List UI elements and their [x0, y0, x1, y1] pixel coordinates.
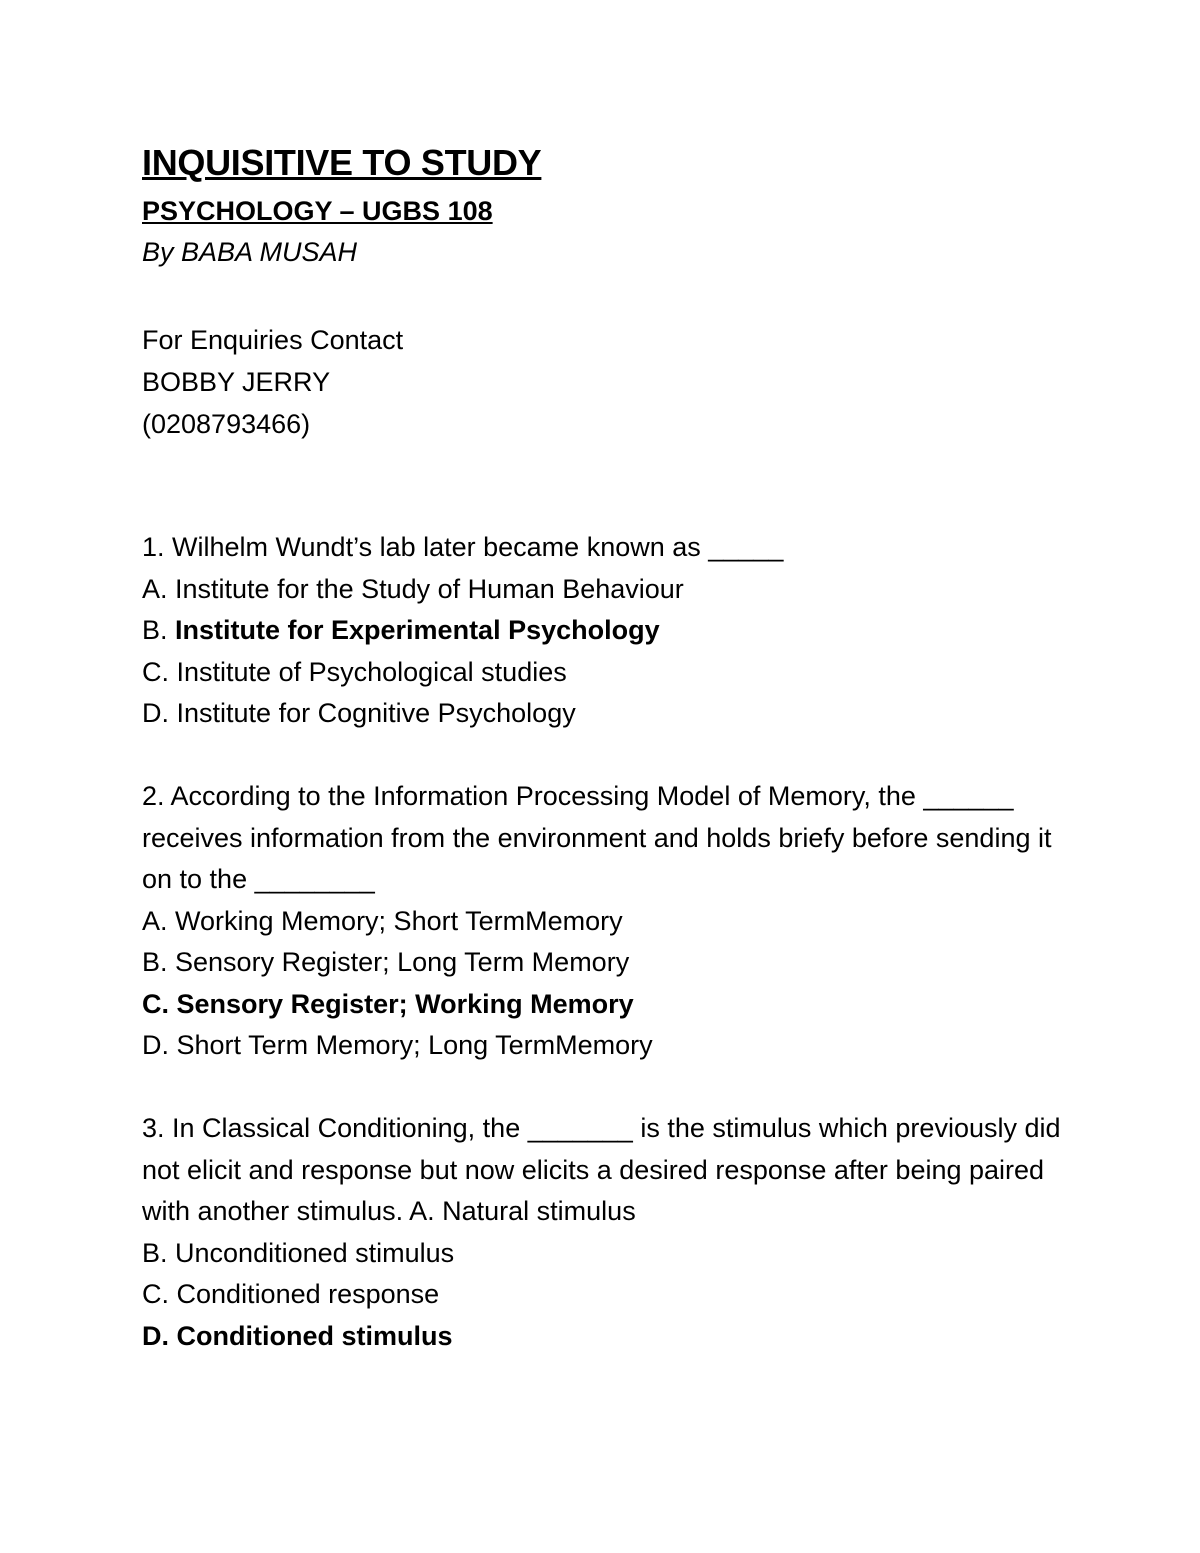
question-3 — [142, 1108, 1062, 1357]
option-b — [142, 1233, 1062, 1275]
option-text: Institute for the Study of Human Behaviour — [175, 573, 684, 604]
option-text: Short Term Memory; Long TermMemory — [176, 1030, 653, 1060]
question-2 — [142, 776, 1062, 1067]
document-title: INQUISITIVE TO STUDY — [142, 142, 542, 183]
option-c-answer — [142, 984, 1062, 1026]
option-letter: A. — [142, 905, 176, 936]
question-stem: 2. According to the Information Processing Model of Memory, the ______ receives information from the environment and holds briefy before sending it on to the ________ — [142, 781, 1052, 894]
option-d — [142, 693, 1062, 735]
option-letter: B. — [142, 947, 176, 977]
option-text: Institute for Experimental Psychology — [175, 615, 660, 645]
option-letter: C. — [142, 988, 177, 1019]
option-text: Institute for Cognitive Psychology — [176, 698, 576, 728]
option-a — [142, 901, 1062, 943]
question-list — [142, 527, 1062, 1399]
question-1 — [142, 527, 1062, 735]
contact-heading: For Enquiries Contact — [142, 325, 404, 355]
option-d — [142, 1025, 1062, 1067]
option-text: Conditioned response — [176, 1279, 440, 1309]
option-b-answer — [142, 610, 1062, 652]
option-letter: D. — [142, 1030, 177, 1060]
contact-block — [142, 319, 403, 445]
option-text: Institute of Psychological studies — [176, 656, 567, 687]
question-stem: 1. Wilhelm Wundt’s lab later became known as _____ — [142, 532, 784, 562]
option-letter: B. — [142, 1237, 176, 1268]
option-d-answer — [142, 1316, 1062, 1358]
option-c — [142, 652, 1062, 694]
author-line: By BABA MUSAH — [142, 237, 358, 267]
option-b — [142, 942, 1062, 984]
course-subtitle: PSYCHOLOGY – UGBS 108 — [142, 196, 493, 226]
contact-name: BOBBY JERRY — [142, 367, 331, 397]
option-letter: C. — [142, 656, 177, 687]
option-letter: D. — [142, 698, 177, 728]
option-letter: B. — [142, 615, 176, 645]
option-c — [142, 1274, 1062, 1316]
option-text: Working Memory; Short TermMemory — [175, 905, 623, 936]
option-letter: D. — [142, 1320, 177, 1351]
option-letter: A. — [142, 573, 176, 604]
question-stem: 3. In Classical Conditioning, the _______ is the stimulus which previously did not elicit and response but now elicits a desired response after being paired with another stimulus. A. Natural stimulus — [142, 1113, 1061, 1226]
contact-phone: (0208793466) — [142, 409, 311, 439]
option-text: Sensory Register; Working Memory — [176, 988, 634, 1019]
option-letter: C. — [142, 1279, 177, 1309]
option-text: Conditioned stimulus — [176, 1320, 453, 1351]
option-text: Sensory Register; Long Term Memory — [175, 947, 630, 977]
option-a — [142, 569, 1062, 611]
option-text: Unconditioned stimulus — [175, 1237, 455, 1268]
